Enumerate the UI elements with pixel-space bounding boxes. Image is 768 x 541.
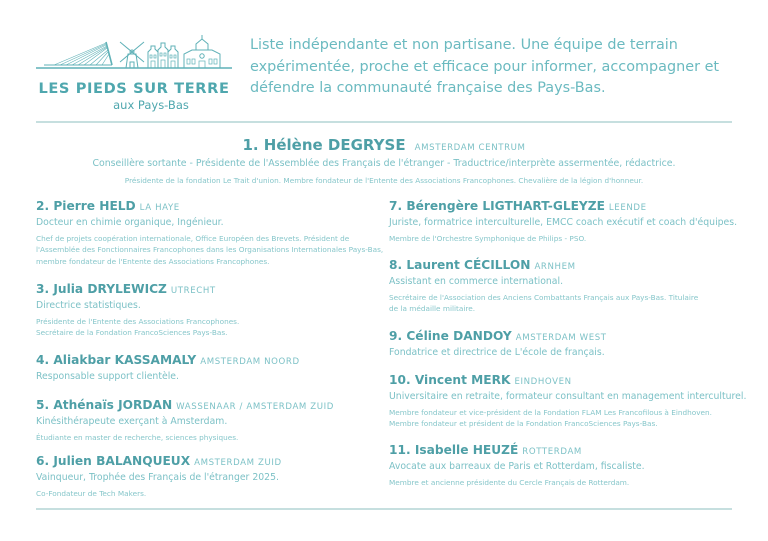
candidate-name: 9. Céline DANDOY (389, 329, 512, 343)
candidate-extra: Membre fondateur et vice-président de la Fondation FLAM Les Francofilous à Eindhoven. Membre fondateur et président de la Fondation FrancoSciences Pays-Bas. (389, 408, 712, 429)
candidate-name: 3. Julia DRYLEWICZ (36, 282, 167, 296)
candidate-extra: Présidente de l'Entente des Associations Francophones. Secrétaire de la Fondation FrancoSciences Pays-Bas. (36, 317, 240, 338)
candidate-8 (389, 254, 739, 325)
candidate-name: 8. Laurent CÉCILLON (389, 258, 531, 272)
candidate-2 (36, 195, 386, 278)
candidate-extra: Présidente de la fondation Le Trait d'union. Membre fondateur de l'Entente des Associations Francophones. Chevalière de la légion d'honneur. (124, 176, 644, 185)
candidate-role: Responsable support clientèle. (36, 371, 179, 382)
candidate-9 (389, 325, 739, 369)
candidate-3 (36, 278, 386, 349)
candidate-extra: Chef de projets coopération internationale, Office Européen des Brevets. Président de l'Assemblée des Fonctionnaires Francophones dans les Organisations Internationales Pays-Bas, membre fondateur de l'Entente des Associations Francophones. (36, 234, 384, 266)
candidate-5 (36, 394, 386, 450)
candidate-role: Kinésithérapeute exerçant à Amsterdam. (36, 416, 228, 427)
candidate-6 (36, 450, 386, 499)
candidate-city: AMSTERDAM WEST (515, 333, 607, 343)
candidate-role: Fondatrice et directrice de L'école de français. (389, 347, 605, 358)
candidate-name: 5. Athénaïs JORDAN (36, 398, 173, 412)
divider-bottom (36, 508, 732, 510)
candidates-left-column (36, 195, 386, 499)
candidate-extra: Membre de l'Orchestre Symphonique de Philips - PSO. (389, 234, 587, 243)
candidate-name: 7. Bérengère LIGTHART-GLEYZE (389, 199, 605, 213)
candidate-city: EINDHOVEN (514, 377, 572, 387)
candidate-city: WASSENAAR / AMSTERDAM ZUID (176, 402, 334, 412)
candidate-role: Conseillère sortante - Présidente de l'Assemblée des Français de l'étranger - Traductrice/interprète assermentée, rédactrice. (92, 158, 676, 169)
candidate-name: 11. Isabelle HEUZÉ (389, 443, 519, 457)
candidates-right-column (389, 195, 747, 488)
candidate-city: ARNHEM (534, 262, 576, 272)
divider-top (36, 121, 732, 123)
candidate-4 (36, 349, 386, 394)
candidate-role: Avocate aux barreaux de Paris et Rotterdam, fiscaliste. (389, 461, 645, 472)
tagline: Liste indépendante et non partisane. Une équipe de terrain expérimentée, proche et efficace pour informer, accompagner et défendre la communauté française des Pays-Bas. (250, 37, 720, 96)
head-candidate (0, 135, 768, 185)
candidate-name: 4. Aliakbar KASSAMALY (36, 353, 197, 367)
logo-subtitle: aux Pays-Bas (113, 98, 189, 112)
logo-title: LES PIEDS SUR TERRE (38, 80, 230, 97)
candidate-extra: Membre et ancienne présidente du Cercle Français de Rotterdam. (389, 478, 630, 487)
candidate-name: 2. Pierre HELD (36, 199, 136, 213)
skyline-icon (36, 34, 232, 76)
candidate-role: Docteur en chimie organique, Ingénieur. (36, 217, 224, 228)
candidate-city: ROTTERDAM (522, 447, 582, 457)
candidate-role: Directrice statistiques. (36, 300, 141, 311)
candidate-city: LEENDE (608, 203, 647, 213)
candidate-name: 1. Hélène DEGRYSE (242, 136, 406, 154)
candidate-7 (389, 195, 739, 254)
candidate-role: Juriste, formatrice interculturelle, EMCC coach exécutif et coach d'équipes. (389, 217, 738, 228)
candidate-10 (389, 369, 747, 439)
logo (36, 34, 232, 114)
candidate-role: Vainqueur, Trophée des Français de l'étranger 2025. (36, 472, 279, 483)
candidate-name: 10. Vincent MERK (389, 373, 511, 387)
candidate-city: AMSTERDAM NOORD (200, 357, 300, 367)
candidate-extra: Secrétaire de l'Association des Anciens Combattants Français aux Pays-Bas. Titulaire de la médaille militaire. (389, 293, 699, 314)
candidate-city: AMSTERDAM CENTRUM (414, 143, 526, 153)
candidate-role: Universitaire en retraite, formateur consultant en management interculturel. (389, 391, 747, 402)
candidate-11 (389, 439, 739, 488)
candidate-city: LA HAYE (139, 203, 180, 213)
candidate-name: 6. Julien BALANQUEUX (36, 454, 191, 468)
candidate-extra: Étudiante en master de recherche, sciences physiques. (36, 433, 239, 442)
candidate-city: UTRECHT (170, 286, 216, 296)
candidate-role: Assistant en commerce international. (389, 276, 564, 287)
candidate-city: AMSTERDAM ZUID (194, 458, 282, 468)
candidate-extra: Co-Fondateur de Tech Makers. (36, 489, 147, 498)
